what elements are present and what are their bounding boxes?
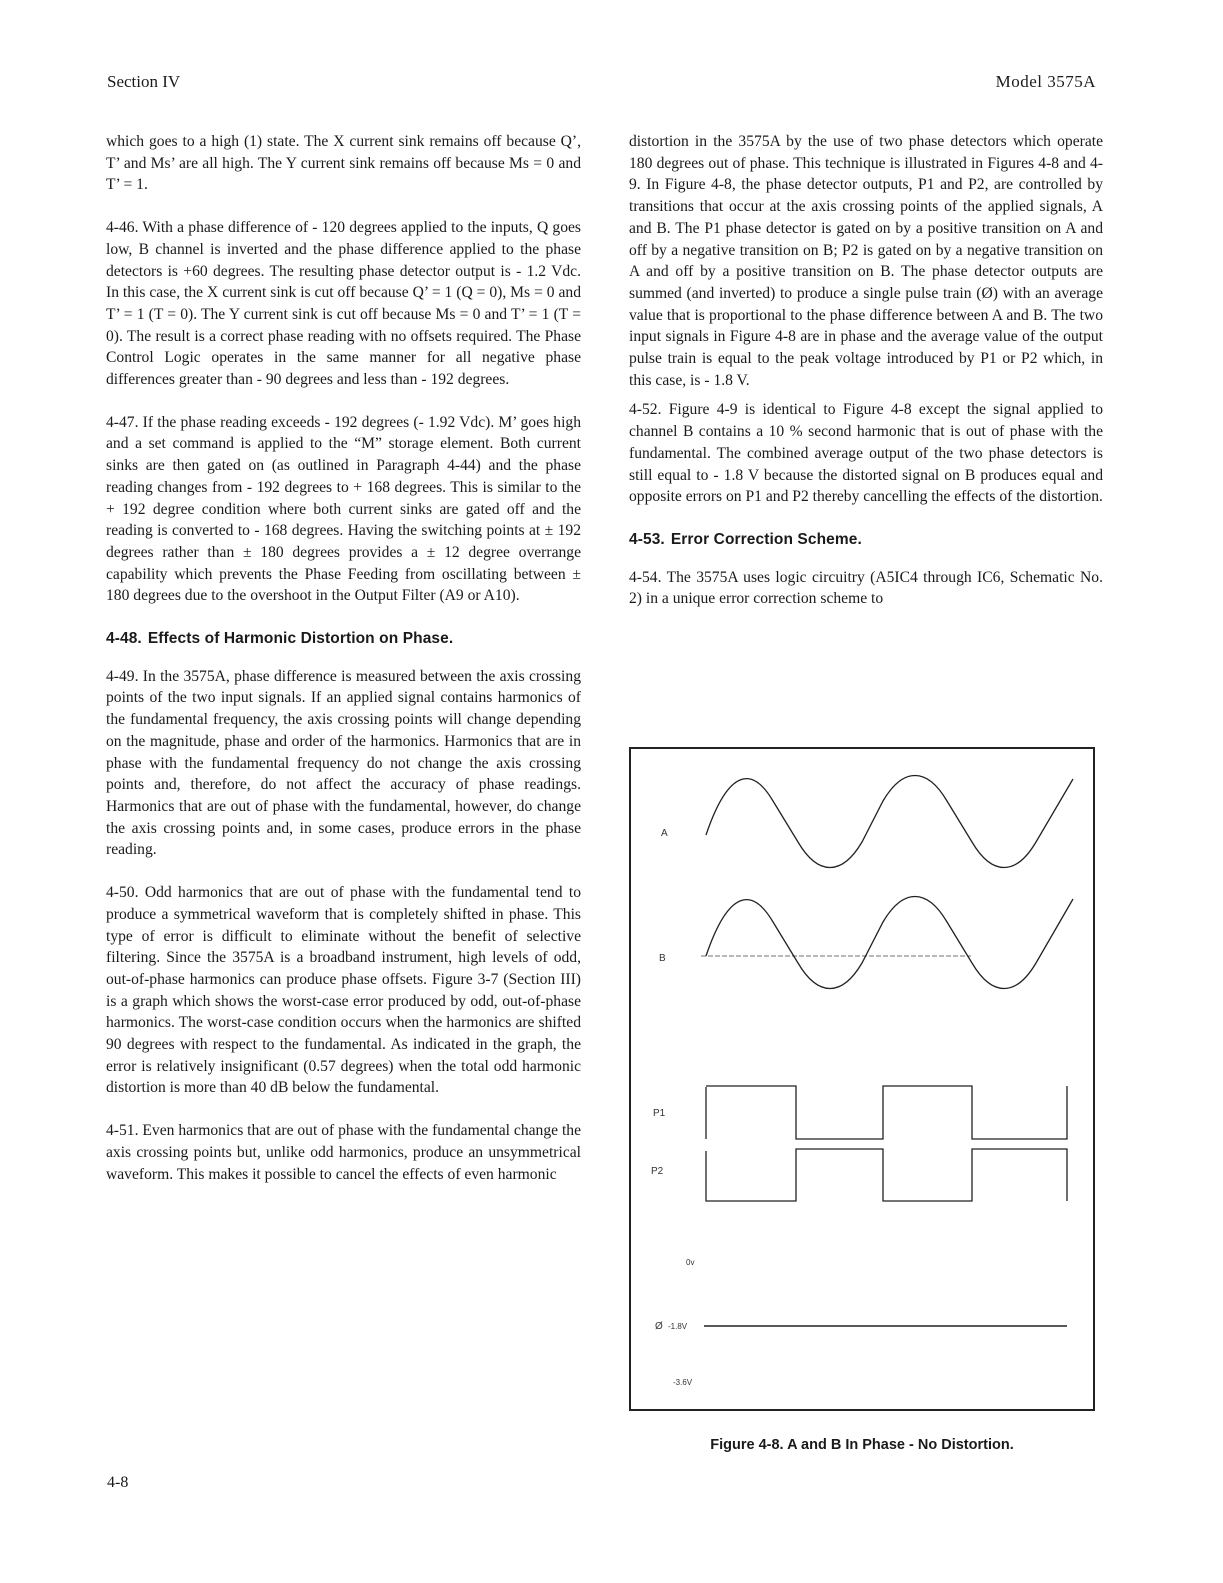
- p1-label: P1: [653, 1108, 666, 1119]
- zero-volt-label: 0v: [686, 1258, 695, 1267]
- paragraph-4-49: 4-49. In the 3575A, phase difference is measured between the axis crossing points of the two input signals. If an applied signal contains harmonics of the fundamental frequency, the axis crossing points will change depending on the magnitude, phase and order of the harmonics. Harmonics that are in phase with the fundamental frequency do not change the axis crossing points and, therefore, do not affect the accuracy of phase readings. Harmonics that are out of phase with the fundamental, however, do change the axis crossing points and, in some cases, produce errors in the phase reading.: [106, 667, 581, 859]
- right-column: [629, 131, 1103, 631]
- heading-4-53: [629, 529, 1103, 551]
- heading-title: Effects of Harmonic Distortion on Phase.: [147, 630, 454, 648]
- p1-pulse-train: [706, 1086, 1067, 1139]
- paragraph-4-47: 4-47. If the phase reading exceeds - 192 degrees (- 1.92 Vdc). M’ goes high and a set command is applied to the “M” storage element. Both current sinks are then gated on (as outlined in Paragraph 4-44) and the phase reading changes from - 192 degrees to + 168 degrees. This is similar to the + 192 degree condition where both current sinks are gated off and the reading is converted to - 168 degrees. Having the switching points at ± 192 degrees rather than ± 180 degrees provides a ± 12 degree overrange capability which prevents the Phase Feeding from oscillating between ± 180 degrees due to the overshoot in the Output Filter (A9 or A10).: [106, 413, 581, 605]
- heading-4-48: [106, 628, 581, 650]
- signal-a-waveform: [706, 776, 1073, 868]
- paragraph-4-52: 4-52. Figure 4-9 is identical to Figure 4-8 except the signal applied to channel B contains a 10 % second harmonic that is out of phase with the fundamental. The combined average output of the two phase detectors is still equal to - 1.8 V because the distorted signal on B produces equal and opposite errors on P1 and P2 thereby cancelling the effects of the distortion.: [629, 401, 1103, 506]
- minus-1-8v-label: -1.8V: [668, 1322, 688, 1331]
- model-label: Model 3575A: [995, 72, 1096, 91]
- figure-4-8: [629, 747, 1095, 1411]
- paragraph-4-46: 4-46. With a phase difference of - 120 degrees applied to the inputs, Q goes low, B channel is inverted and the phase difference applied to the phase detectors is +60 degrees. The resulting phase detector output is - 1.2 Vdc. In this case, the X current sink is cut off because Q’ = 1 (Q = 0), Ms = 0 and T’ = 1 (T = 0). The Y current sink is cut off because Ms = 0 and T’ = 1 (T = 0). The result is a correct phase reading with no offsets required. The Phase Control Logic operates in the same manner for all negative phase differences greater than - 90 degrees and less than - 192 degrees.: [106, 219, 581, 389]
- phi-label: Ø: [655, 1321, 663, 1332]
- signal-b-waveform: [706, 897, 1073, 989]
- paragraph-4-54: 4-54. The 3575A uses logic circuitry (A5IC4 through IC6, Schematic No. 2) in a unique error correction scheme to: [629, 568, 1103, 608]
- p2-label: P2: [651, 1166, 664, 1177]
- p2-pulse-train: [706, 1149, 1067, 1201]
- figure-caption: Figure 4-8. A and B In Phase - No Distortion.: [710, 1437, 1014, 1453]
- signal-a-label: A: [661, 828, 668, 839]
- heading-number: 4-53.: [629, 530, 665, 548]
- signal-b-label: B: [659, 953, 666, 964]
- waveform-diagram: [631, 749, 1097, 1413]
- paragraph-4-51: 4-51. Even harmonics that are out of phase with the fundamental change the axis crossing points but, unlike odd harmonics, produce an unsymmetrical waveform. This makes it possible to cancel the effects of even harmonic: [106, 1122, 582, 1183]
- paragraph-continued: which goes to a high (1) state. The X current sink remains off because Q’, T’ and Ms’ are all high. The Y current sink remains off because Ms = 0 and T’ = 1.: [106, 133, 581, 194]
- page-number: 4-8: [107, 1474, 129, 1491]
- left-column: [106, 131, 581, 1206]
- minus-3-6v-label: -3.6V: [673, 1378, 693, 1387]
- heading-number: 4-48.: [106, 630, 142, 648]
- paragraph-continued-right: distortion in the 3575A by the use of two phase detectors which operate 180 degrees out of phase. This technique is illustrated in Figures 4-8 and 4-9. In Figure 4-8, the phase detector outputs, P1 and P2, are controlled by transitions that occur at the axis crossing points of the applied signals, A and B. The P1 phase detector is gated on by a positive transition on A and off by a negative transition on B; P2 is gated on by a negative transition on A and off by a positive transition on B. The phase detector outputs are summed (and inverted) to produce a single pulse train (Ø) with an average value that is proportional to the phase difference between A and B. The two input signals in Figure 4-8 are in phase and the average value of the output pulse train is equal to the peak voltage introduced by P1 or P2 which, in this case, is - 1.8 V.: [629, 133, 1103, 389]
- paragraph-4-50: 4-50. Odd harmonics that are out of phase with the fundamental tend to produce a symmetrical waveform that is completely shifted in phase. This type of error is difficult to eliminate without the benefit of selective filtering. Since the 3575A is a broadband instrument, high levels of odd, out-of-phase harmonics can produce phase offsets. Figure 3-7 (Section III) is a graph which shows the worst-case error produced by odd, out-of-phase harmonics. The worst-case condition occurs when the harmonics are shifted 90 degrees with respect to the fundamental. As indicated in the graph, the error is relatively insignificant (0.57 degrees) when the total odd harmonic distortion is more than 40 dB below the fundamental.: [106, 884, 581, 1097]
- section-label: Section IV: [107, 72, 181, 91]
- heading-title: Error Correction Scheme.: [670, 530, 862, 548]
